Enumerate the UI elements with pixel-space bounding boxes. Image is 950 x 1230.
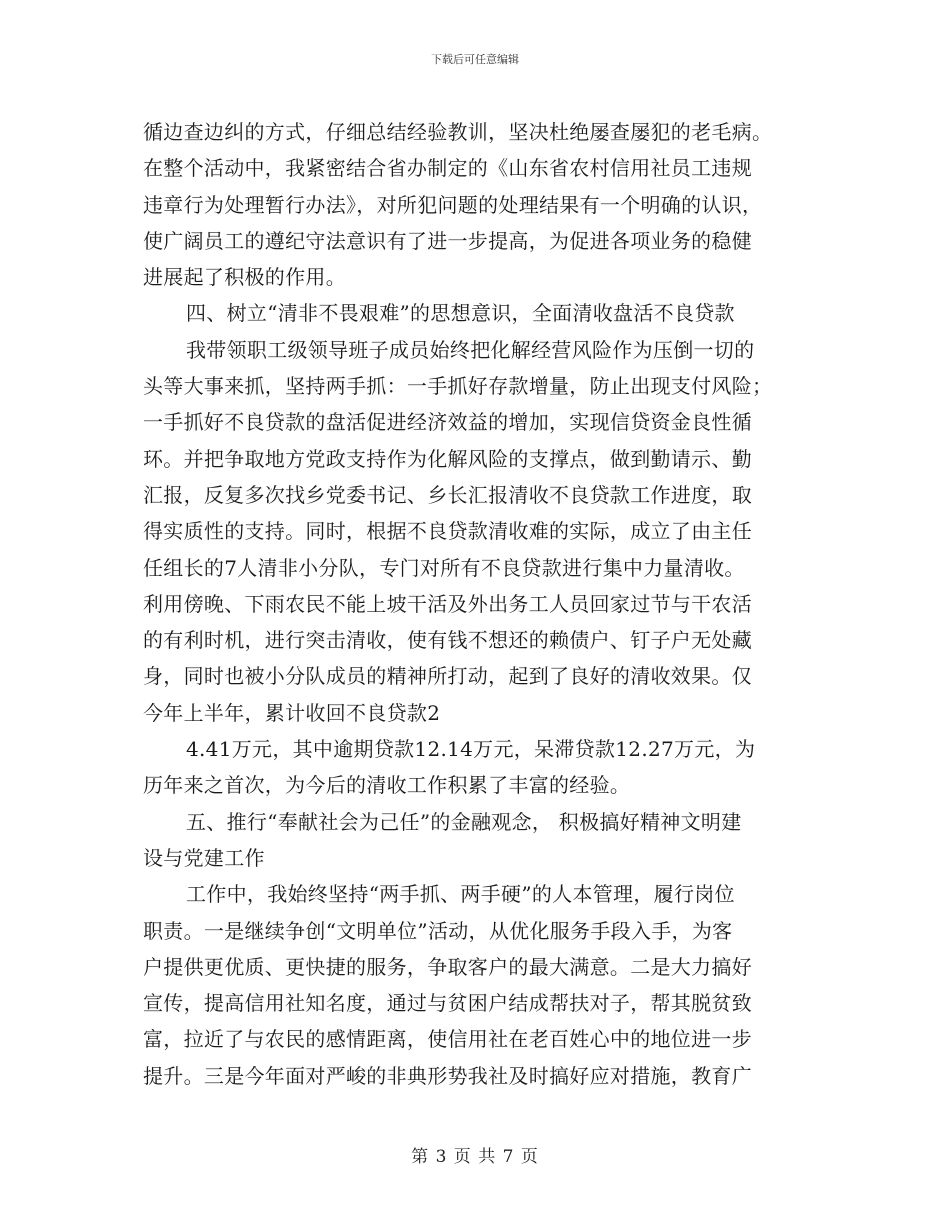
text-line: 提升。三是今年面对严峻的非典形势我社及时搞好应对措施，教育广	[143, 1063, 752, 1088]
text-line: 违章行为处理暂行办法》，对所犯问题的处理结果有一个明确的认识，	[143, 192, 763, 217]
section-heading: 四、树立“清非不畏艰难”的思想意识，全面清收盘活不良贷款	[186, 301, 735, 326]
text-line: 在整个活动中，我紧密结合省办制定的《山东省农村信用社员工违规	[143, 156, 752, 181]
text-line: 使广阔员工的遵纪守法意识有了进一步提高，为促进各项业务的稳健	[143, 228, 752, 253]
text-line: 环。并把争取地方党政支持作为化解风险的支撑点，做到勤请示、勤	[143, 446, 752, 471]
text-line: 今年上半年，累计收回不良贷款2	[143, 700, 441, 725]
text-line: 一手抓好不良贷款的盘活促进经济效益的增加，实现信贷资金良性循	[143, 410, 752, 435]
page-header: 下载后可任意编辑	[431, 53, 519, 66]
section-heading: 五、推行“奉献社会为己任”的金融观念， 积极搞好精神文明建	[186, 809, 742, 834]
text-line: 历年来之首次，为今后的清收工作积累了丰富的经验。	[143, 773, 631, 798]
text-line: 富，拉近了与农民的感情距离，使信用社在老百姓心中的地位进一步	[143, 1027, 752, 1052]
text-line: 利用傍晚、下雨农民不能上坡干活及外出务工人员回家过节与干农活	[143, 591, 752, 616]
document-body	[143, 114, 813, 1094]
page-number: 第 3 页 共 7 页	[411, 1147, 539, 1167]
text-line: 宣传，提高信用社知名度，通过与贫困户结成帮扶对子，帮其脱贫致	[143, 991, 752, 1016]
section-heading: 设与党建工作	[143, 845, 265, 870]
text-line: 循边查边纠的方式，仔细总结经验教训，坚决杜绝屡查屡犯的老毛病。	[143, 120, 773, 144]
text-line: 户提供更优质、更快捷的服务，争取客户的最大满意。二是大力搞好	[143, 954, 752, 979]
text-line: 汇报，反复多次找乡党委书记、乡长汇报清收不良贷款工作进度，取	[143, 482, 752, 507]
text-line: 职责。一是继续争创“文明单位”活动，从优化服务手段入手，为客	[143, 918, 733, 943]
text-line: 头等大事来抓，坚持两手抓：一手抓好存款增量，防止出现支付风险；	[143, 374, 773, 399]
text-line: 得实质性的支持。同时，根据不良贷款清收难的实际，成立了由主任	[143, 519, 752, 544]
text-line: 进展起了积极的作用。	[143, 265, 346, 290]
text-line: 工作中，我始终坚持“两手抓、两手硬”的人本管理，履行岗位	[186, 882, 735, 907]
text-line: 我带领职工级领导班子成员始终把化解经营风险作为压倒一切的	[186, 337, 755, 362]
text-line: 的有利时机，进行突击清收，使有钱不想还的赖债户、钉子户无处藏	[143, 628, 752, 653]
text-line: 任组长的7人清非小分队，专门对所有不良贷款进行集中力量清收。	[143, 555, 745, 580]
text-line: 4.41万元，其中逾期贷款12.14万元，呆滞贷款12.27万元，为	[186, 737, 756, 762]
text-line: 身，同时也被小分队成员的精神所打动，起到了良好的清收效果。仅	[143, 664, 752, 689]
